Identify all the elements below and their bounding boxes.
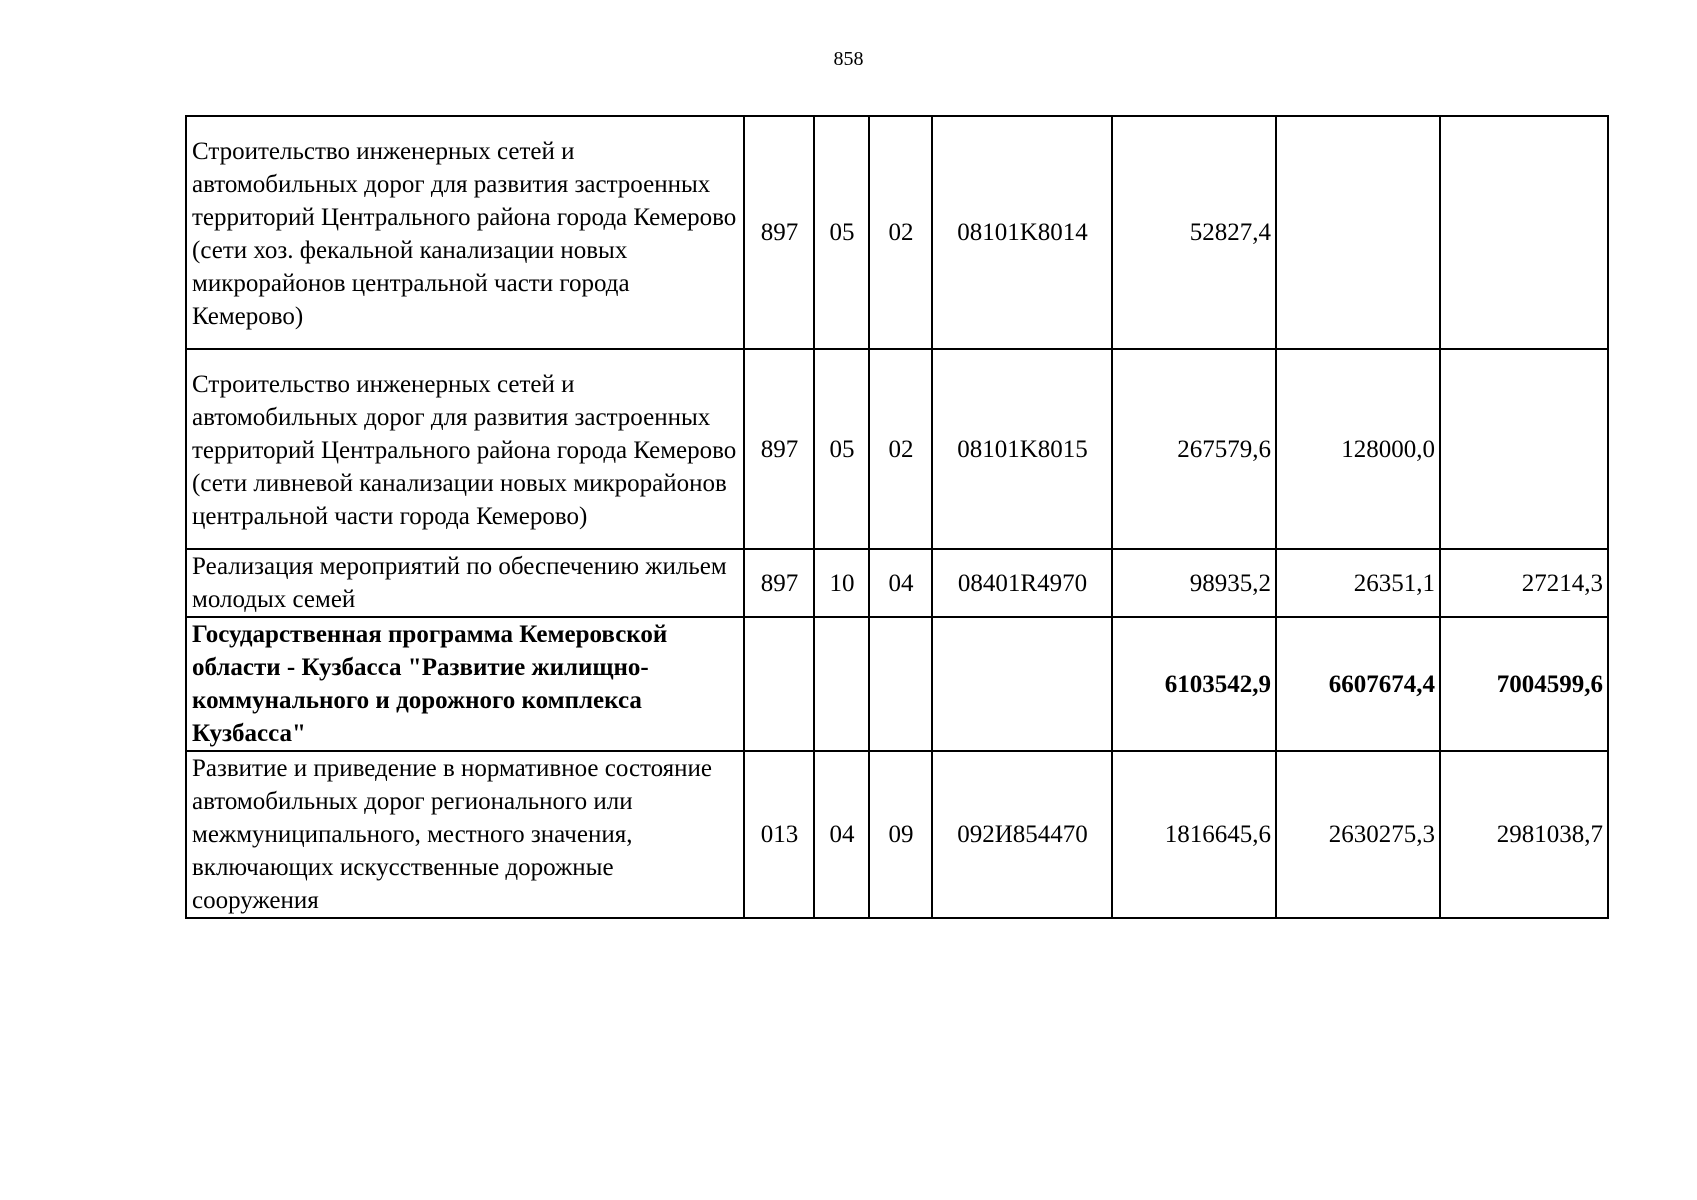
table-row-program-total — [186, 617, 1608, 751]
amount-year3-cell — [1440, 349, 1608, 549]
subsection-code-cell: 02 — [869, 349, 932, 549]
target-code-cell — [932, 617, 1112, 751]
section-code-cell: 04 — [814, 751, 869, 918]
target-code-cell: 08101K8014 — [932, 116, 1112, 349]
amount-year2-cell — [1276, 116, 1440, 349]
ministry-code-cell — [744, 617, 814, 751]
target-code-cell: 092И854470 — [932, 751, 1112, 918]
row-name-cell: Реализация мероприятий по обеспечению жильем молодых семей — [186, 549, 744, 617]
target-code-cell: 08401R4970 — [932, 549, 1112, 617]
subsection-code-cell: 02 — [869, 116, 932, 349]
section-code-cell: 05 — [814, 116, 869, 349]
row-name-cell: Строительство инженерных сетей и автомобильных дорог для развития застроенных территорий Центрального района города Кемерово (сети хоз. фекальной канализации новых микрорайонов центральной части города Кемерово) — [186, 116, 744, 349]
page-number: 858 — [833, 48, 864, 70]
row-name-cell: Государственная программа Кемеровской области - Кузбасса "Развитие жилищно-коммунального и дорожного комплекса Кузбасса" — [186, 617, 744, 751]
amount-year3-cell: 27214,3 — [1440, 549, 1608, 617]
section-code-cell — [814, 617, 869, 751]
subsection-code-cell: 09 — [869, 751, 932, 918]
amount-year1-cell: 267579,6 — [1112, 349, 1276, 549]
amount-year3-cell: 2981038,7 — [1440, 751, 1608, 918]
ministry-code-cell: 897 — [744, 549, 814, 617]
table-row — [186, 116, 1608, 349]
amount-year1-cell: 52827,4 — [1112, 116, 1276, 349]
amount-year3-cell — [1440, 116, 1608, 349]
target-code-cell: 08101K8015 — [932, 349, 1112, 549]
amount-year2-cell: 2630275,3 — [1276, 751, 1440, 918]
amount-year1-cell: 6103542,9 — [1112, 617, 1276, 751]
ministry-code-cell: 897 — [744, 349, 814, 549]
amount-year1-cell: 1816645,6 — [1112, 751, 1276, 918]
budget-table — [185, 115, 1609, 919]
ministry-code-cell: 013 — [744, 751, 814, 918]
subsection-code-cell: 04 — [869, 549, 932, 617]
amount-year1-cell: 98935,2 — [1112, 549, 1276, 617]
amount-year2-cell: 128000,0 — [1276, 349, 1440, 549]
table-row — [186, 751, 1608, 918]
amount-year2-cell: 26351,1 — [1276, 549, 1440, 617]
section-code-cell: 05 — [814, 349, 869, 549]
section-code-cell: 10 — [814, 549, 869, 617]
table-row — [186, 549, 1608, 617]
amount-year2-cell: 6607674,4 — [1276, 617, 1440, 751]
amount-year3-cell: 7004599,6 — [1440, 617, 1608, 751]
table-row — [186, 349, 1608, 549]
row-name-cell: Развитие и приведение в нормативное состояние автомобильных дорог регионального или межмуниципального, местного значения, включающих искусственные дорожные сооружения — [186, 751, 744, 918]
row-name-cell: Строительство инженерных сетей и автомобильных дорог для развития застроенных территорий Центрального района города Кемерово (сети ливневой канализации новых микрорайонов центральной части города Кемерово) — [186, 349, 744, 549]
subsection-code-cell — [869, 617, 932, 751]
ministry-code-cell: 897 — [744, 116, 814, 349]
